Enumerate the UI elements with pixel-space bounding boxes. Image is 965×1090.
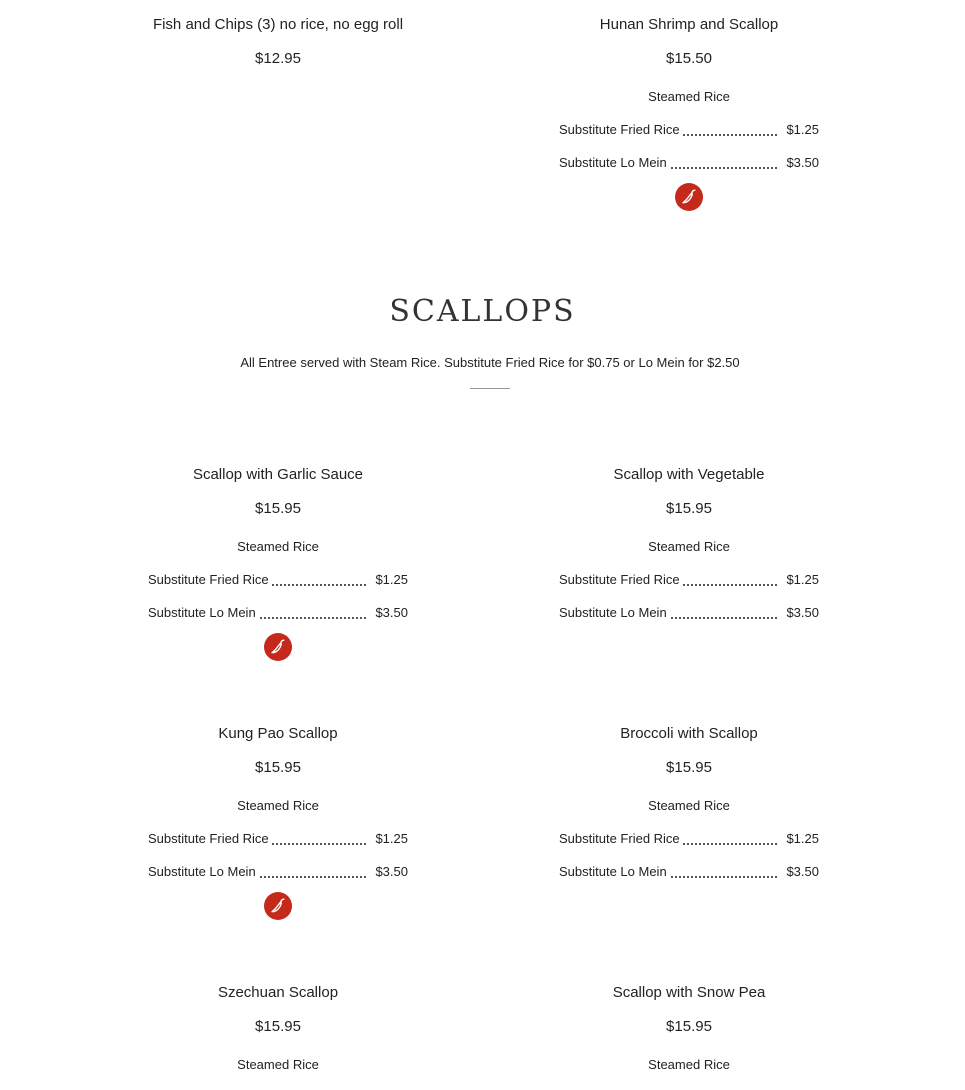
option-label: Substitute Fried Rice xyxy=(559,831,680,846)
section-divider xyxy=(470,388,510,389)
default-side: Steamed Rice xyxy=(237,1057,319,1072)
chili-pepper-icon xyxy=(264,892,292,920)
item-price: $15.95 xyxy=(255,759,301,776)
item-price: $15.95 xyxy=(255,1018,301,1035)
item-name: Broccoli with Scallop xyxy=(620,725,758,742)
option-row xyxy=(148,571,408,589)
item-price: $15.95 xyxy=(666,500,712,517)
chili-pepper-icon xyxy=(675,183,703,211)
option-row xyxy=(559,604,819,622)
option-row xyxy=(559,121,819,139)
item-price: $15.95 xyxy=(255,500,301,517)
option-price: $3.50 xyxy=(779,154,819,172)
item-price: $15.95 xyxy=(666,759,712,776)
option-label: Substitute Fried Rice xyxy=(148,572,269,587)
default-side: Steamed Rice xyxy=(237,539,319,554)
option-row xyxy=(148,830,408,848)
option-row xyxy=(559,571,819,589)
option-price: $3.50 xyxy=(779,604,819,622)
item-name: Szechuan Scallop xyxy=(217,984,339,1001)
option-price: $3.50 xyxy=(368,604,408,622)
option-row xyxy=(148,863,408,881)
default-side: Steamed Rice xyxy=(648,89,730,104)
item-price: $15.95 xyxy=(666,1018,712,1035)
spicy-badge xyxy=(264,892,292,920)
item-name: Hunan Shrimp and Scallop xyxy=(599,16,779,33)
option-price: $1.25 xyxy=(368,830,408,848)
option-row xyxy=(148,604,408,622)
option-price: $3.50 xyxy=(779,863,819,881)
default-side: Steamed Rice xyxy=(237,798,319,813)
item-name: Fish and Chips (3) no rice, no egg roll xyxy=(152,16,404,33)
item-name: Scallop with Snow Pea xyxy=(612,984,766,1001)
item-name: Scallop with Vegetable xyxy=(613,466,765,483)
option-price: $1.25 xyxy=(779,571,819,589)
item-name: Scallop with Garlic Sauce xyxy=(192,466,364,483)
option-row xyxy=(559,863,819,881)
option-label: Substitute Fried Rice xyxy=(559,122,680,137)
spicy-badge xyxy=(264,633,292,661)
option-label: Substitute Lo Mein xyxy=(148,864,256,879)
section-note: All Entree served with Steam Rice. Substitute Fried Rice for $0.75 or Lo Mein for $2.50 xyxy=(240,355,740,370)
item-price: $15.50 xyxy=(666,50,712,67)
item-name: Kung Pao Scallop xyxy=(218,725,338,742)
item-price: $12.95 xyxy=(255,50,301,67)
option-label: Substitute Lo Mein xyxy=(559,155,667,170)
option-row xyxy=(559,154,819,172)
option-label: Substitute Fried Rice xyxy=(148,831,269,846)
default-side: Steamed Rice xyxy=(648,1057,730,1072)
option-price: $3.50 xyxy=(368,863,408,881)
option-label: Substitute Lo Mein xyxy=(559,605,667,620)
option-label: Substitute Lo Mein xyxy=(559,864,667,879)
option-price: $1.25 xyxy=(779,121,819,139)
chili-pepper-icon xyxy=(264,633,292,661)
option-price: $1.25 xyxy=(779,830,819,848)
section-title: SCALLOPS xyxy=(389,294,576,329)
option-price: $1.25 xyxy=(368,571,408,589)
option-label: Substitute Lo Mein xyxy=(148,605,256,620)
option-label: Substitute Fried Rice xyxy=(559,572,680,587)
spicy-badge xyxy=(675,183,703,211)
default-side: Steamed Rice xyxy=(648,539,730,554)
default-side: Steamed Rice xyxy=(648,798,730,813)
option-row xyxy=(559,830,819,848)
